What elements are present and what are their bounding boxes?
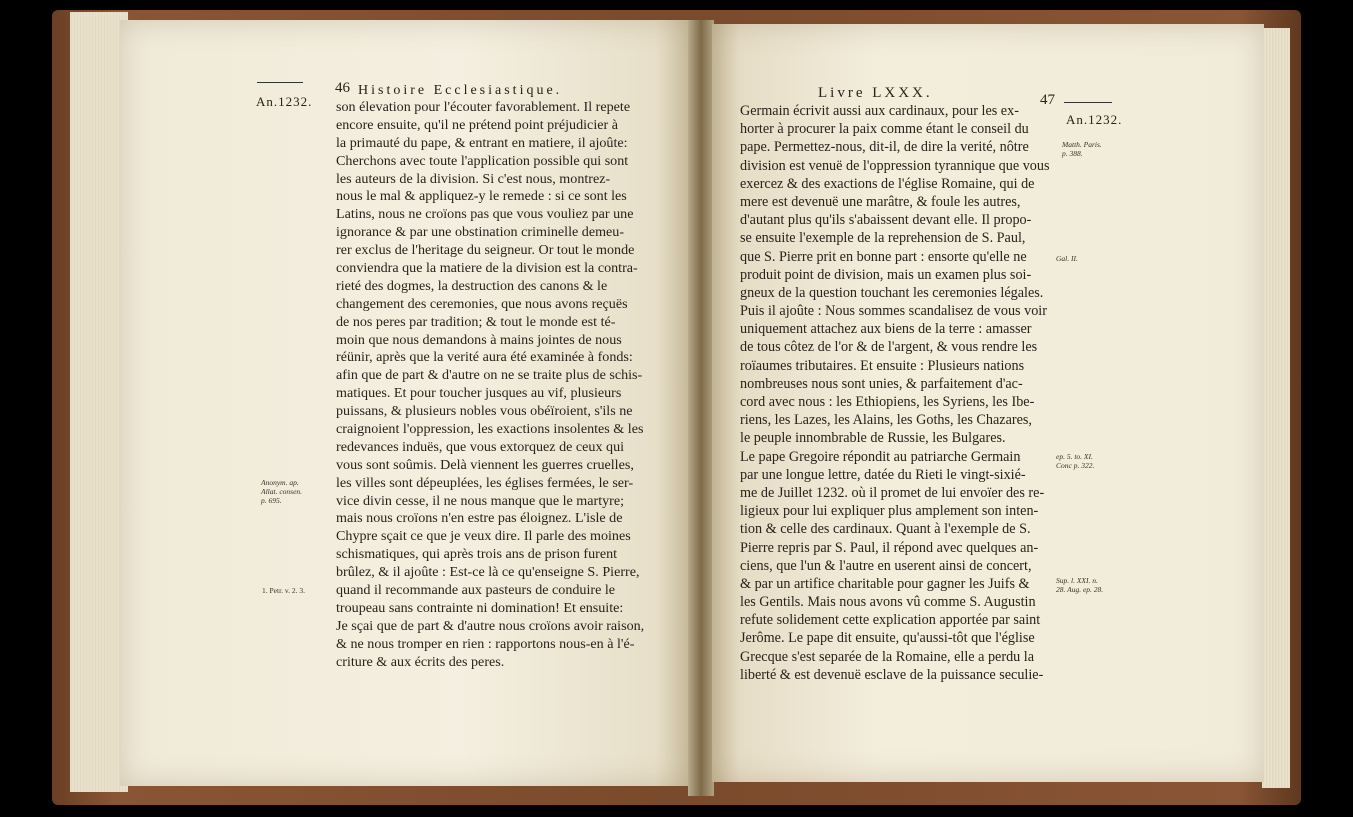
text-line: uniquement attachez aux biens de la terre : amasser — [740, 321, 1032, 338]
text-line: Chypre sçait ce que je veux dire. Il parle des moines — [336, 528, 631, 545]
text-line: troupeau sans contrainte ni domination! Et ensuite: — [336, 599, 624, 616]
text-line: changement des ceremonies, que nous avons reçuës — [336, 295, 628, 312]
text-line: Germain écrivit aussi aux cardinaux, pour les ex- — [740, 103, 1019, 119]
text-line: rer exclus de l'heritage du seigneur. Or tout le monde — [336, 242, 635, 259]
right-body-text — [740, 102, 1050, 684]
text-line: craignoient l'oppression, les exactions insolentes & les — [336, 421, 644, 438]
text-line: afin que de part & d'autre on ne se traite plus de schis- — [336, 367, 643, 384]
text-line: les Gentils. Mais nous avons vû comme S. Augustin — [740, 594, 1036, 611]
margin-note-ep: ep. 5. to. XI. Conc p. 322. — [1056, 452, 1095, 470]
margin-note-matth: Matth. Paris. p. 388. — [1062, 140, 1102, 158]
text-line: matiques. Et pour toucher jusques au vif, plusieurs — [336, 385, 622, 402]
text-line: tion & celle des cardinaux. Quant à l'exemple de S. — [740, 521, 1031, 538]
text-line: les auteurs de la division. Si c'est nous, montrez- — [336, 170, 611, 187]
page-number: 47 — [1040, 92, 1055, 108]
text-line: nombreuses nous sont unies, & parfaitement d'ac- — [740, 375, 1023, 392]
text-line: Je sçai que de part & d'autre nous croïons avoir raison, — [336, 617, 645, 634]
right-page-edges — [1262, 28, 1290, 788]
text-line: les villes sont dépeuplées, les églises fermées, le ser- — [336, 474, 634, 491]
text-line: quand il recommande aux pasteurs de conduire le — [336, 582, 616, 599]
text-line: que S. Pierre prit en bonne part : ensorte qu'elle ne — [740, 248, 1027, 265]
text-line: d'autant plus qu'ils s'abaissent devant elle. Il propo- — [740, 212, 1032, 229]
text-line: nous le mal & appliquez-y le remede : si ce sont les — [336, 188, 627, 205]
text-line: criture & aux écrits des peres. — [336, 653, 505, 670]
text-line: ignorance & par une obstination criminelle demeu- — [336, 224, 625, 241]
margin-note-gal: Gal. II. — [1056, 254, 1078, 263]
text-line: vous sont soûmis. Delà viennent les guerres cruelles, — [336, 456, 634, 473]
text-line: se ensuite l'exemple de la reprehension de S. Paul, — [740, 230, 1026, 247]
text-line: rieté des dogmes, la destruction des canons & le — [336, 277, 608, 294]
margin-note-anonym: Anonym. ap. Allat. consen. p. 695. — [261, 478, 303, 505]
text-line: Pierre repris par S. Paul, il répond avec quelques an- — [740, 539, 1039, 556]
page-number: 46 — [335, 80, 350, 96]
text-line: & ne nous tromper en rien : rapportons nous-en à l'é- — [336, 635, 635, 652]
margin-note-petr: 1. Petr. v. 2. 3. — [262, 586, 306, 595]
header-rule — [1064, 102, 1112, 103]
running-head: Histoire Ecclesiastique. — [358, 83, 563, 98]
text-line: redevances induës, que vous extorquez de ceux qui — [336, 438, 625, 455]
text-line: conviendra que la matiere de la division est la contra- — [336, 260, 638, 277]
margin-note-sup: Sup. l. XXI. n. 28. Aug. ep. 28. — [1056, 576, 1104, 594]
text-line: refute solidement cette explication apportée par saint — [740, 612, 1041, 629]
text-line: moin que nous demandons à mains jointes de nous — [336, 331, 622, 348]
text-line: ligieux pour lui expliquer plus amplement son inten- — [740, 503, 1039, 520]
text-line: me de Juillet 1232. où il promet de lui envoïer des re- — [740, 484, 1045, 501]
year-label: An.1232. — [256, 94, 313, 109]
text-line: cord avec nous : les Ethiopiens, les Syriens, les Ibe- — [740, 394, 1035, 410]
text-line: produit point de division, mais un examen plus soi- — [740, 266, 1032, 283]
text-line: gneux de la question touchant les ceremonies légales. — [740, 284, 1044, 301]
right-page — [712, 24, 1264, 782]
text-line: Cherchons avec toute l'application possible qui sont — [336, 152, 629, 169]
text-line: division est venuë de l'oppression tyrannique que vous — [740, 157, 1050, 174]
year-label: An.1232. — [1066, 112, 1123, 127]
book-gutter — [688, 20, 714, 796]
text-line: puissans, & plusieurs nobles vous obéïroient, s'ils ne — [336, 403, 633, 420]
text-line: encore ensuite, qu'il ne prétend point préjudicier à — [336, 116, 618, 133]
text-line: réünir, après que la verité aura été examinée à fonds: — [336, 349, 633, 366]
text-line: Puis il ajoûte : Nous sommes scandalisez de vous voir — [740, 303, 1047, 320]
text-line: le peuple innombrable de Russie, les Bulgares. — [740, 430, 1006, 447]
left-page — [120, 20, 690, 786]
text-line: Jerôme. Le pape dit ensuite, qu'aussi-tôt que l'église — [740, 630, 1035, 647]
text-line: la primauté du pape, & entrant en matiere, il ajoûte: — [336, 134, 628, 151]
text-line: horter à procurer la paix comme étant le conseil du — [740, 121, 1029, 138]
text-line: de nos peres par tradition; & tout le monde est té- — [336, 313, 616, 330]
text-line: par une longue lettre, datée du Rieti le vingt-sixié- — [740, 466, 1026, 483]
text-line: brûlez, & il ajoûte : Est-ce là ce qu'enseigne S. Pierre, — [336, 564, 640, 581]
text-line: riens, les Lazes, les Alains, les Goths, les Chazares, — [740, 412, 1032, 429]
text-line: mais nous croïons n'en estre pas éloignez. L'isle de — [336, 510, 623, 527]
text-line: schismatiques, qui après trois ans de prison furent — [336, 546, 618, 563]
text-line: Grecque s'est separée de la Romaine, elle a perdu la — [740, 648, 1035, 665]
text-line: & par un artifice charitable pour gagner les Juifs & — [740, 575, 1030, 592]
text-line: mere est devenuë une marâtre, & foule les autres, — [740, 193, 1021, 210]
text-line: vice divin cesse, il ne nous manque que le martyre; — [336, 492, 625, 509]
text-line: Le pape Gregoire répondit au patriarche Germain — [740, 448, 1021, 465]
text-line: Latins, nous ne croïons pas que vous vouliez par une — [336, 206, 634, 223]
text-line: ciens, que l'un & l'autre en userent ainsi de concert, — [740, 557, 1032, 574]
text-line: liberté & est devenuë esclave de la puissance seculie- — [740, 666, 1044, 683]
header-rule — [257, 82, 303, 83]
left-body-text — [336, 99, 644, 672]
text-line: pape. Permettez-nous, dit-il, de dire la verité, nôtre — [740, 139, 1029, 156]
text-line: de tous côtez de l'or & de l'argent, & vous rendre les — [740, 339, 1038, 356]
running-head: Livre LXXX. — [818, 85, 933, 101]
text-line: exercez & des exactions de l'église Romaine, qui de — [740, 175, 1035, 192]
text-line: son élevation pour l'écouter favorablement. Il repete — [336, 99, 631, 115]
text-line: roïaumes tributaires. Et ensuite : Plusieurs nations — [740, 357, 1025, 374]
